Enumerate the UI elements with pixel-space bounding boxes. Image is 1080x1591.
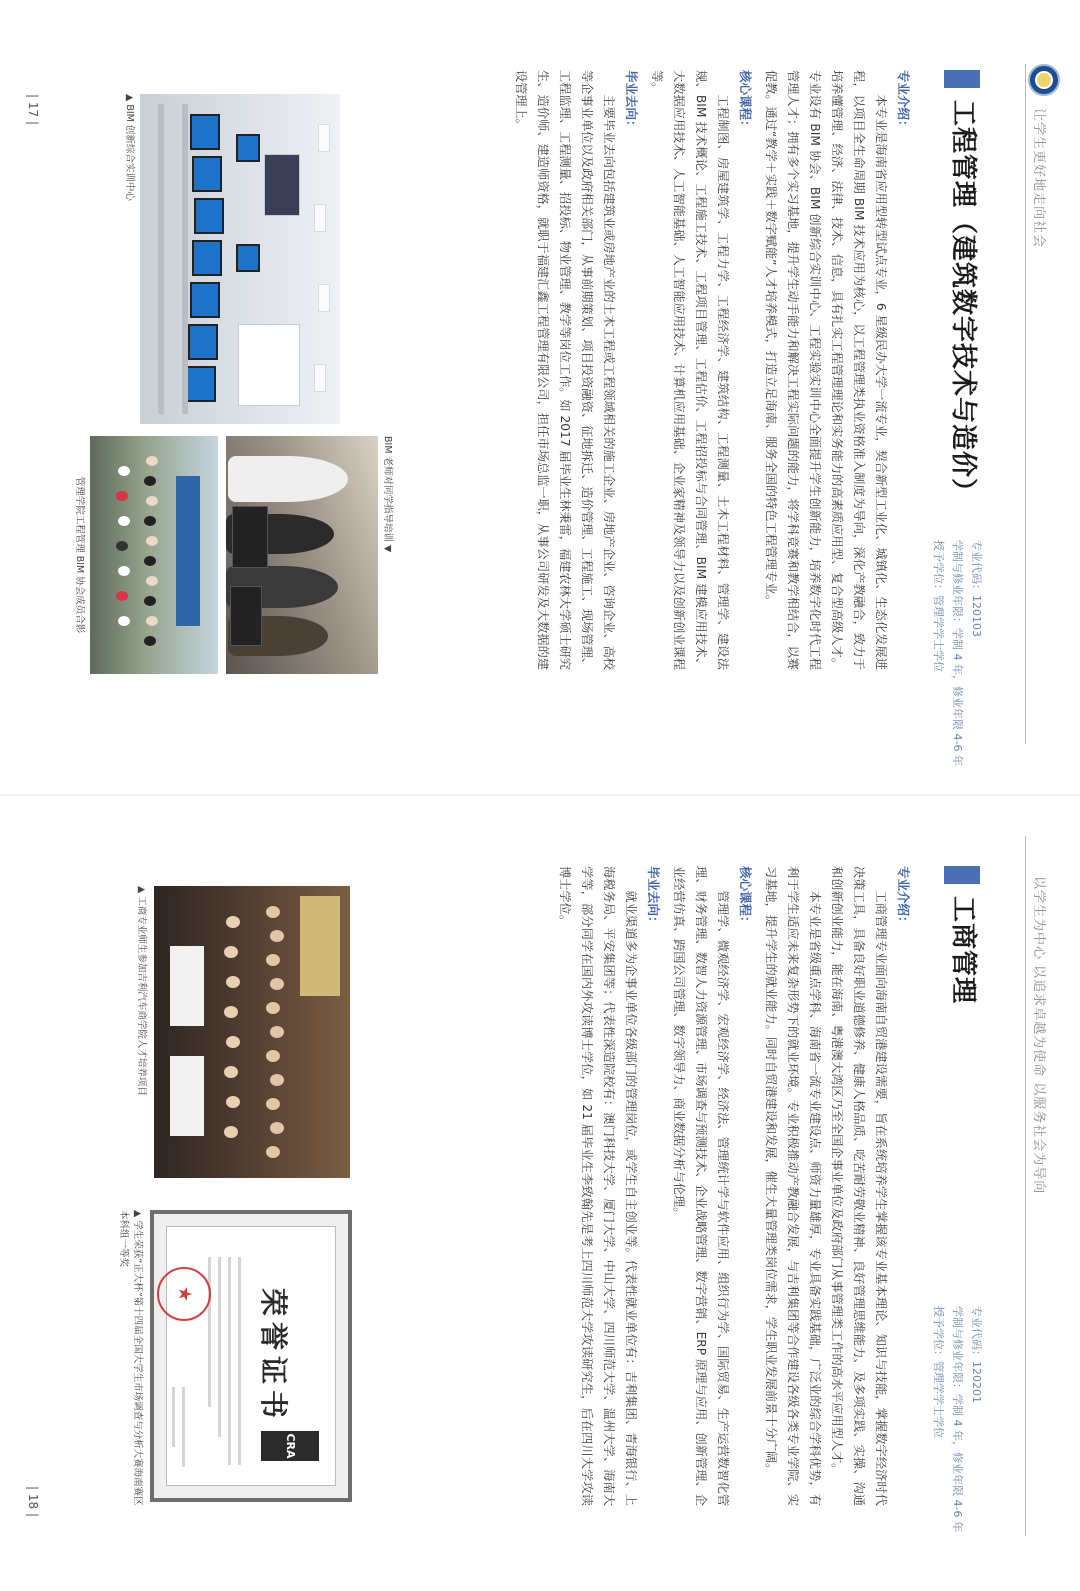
major-title: 工商管理 (948, 896, 978, 1005)
certificate-title: 荣誉证书 (257, 1287, 290, 1424)
header-slogan: 让学生更好地走向社会 (1031, 108, 1046, 249)
cra-badge: CRA (261, 1431, 319, 1461)
jeely-program-caption: ▲ 工商专业师生参加吉利汽车商学院人才培养项目 (136, 886, 147, 1096)
major-duration: 学制与修业年限：学制 4 年，修业年限 4-6 年 (951, 1306, 964, 1532)
core-courses-text: 工程制图、房屋建筑学、工程力学、工程经济学、建筑结构、工程测量、土木工程材料、管理学、建设法规、BIM 技术概论、工程施工技术、工程项目管理、工程估价、工程招投标与合同管理、BIM 建模应用技术、大数据应用技术、人工智能基础、人工智能应用技术、计算机应用基础、企业家精神及领导力以及创新创业课程等。 (650, 70, 730, 670)
red-seal-icon: ★ (157, 1267, 211, 1321)
intro-text-2: 本专业是省级重点学科、海南省一流专业建设点、师资力量雄厚，专业具备实践基础，广泛业的综合学科优势，有利于学生适应未来复杂形势下的就业环境。专业积极推动产教融合发展，与吉利集团等合作建设各级各类专业学院、实习基地，提升学生的就业能力。同时自贸港建设和发展，催生大量管理类岗位需求，学生职业发展前景十分广阔。 (764, 866, 822, 1506)
major-description (510, 70, 918, 670)
major-title: 工程管理（建筑数字技术与造价） (948, 100, 978, 506)
major-meta (929, 1306, 986, 1556)
bim-guidance-photo (226, 436, 378, 674)
bim-guidance-caption: BIM 老师对同学指导培训 ▼ (382, 436, 393, 553)
major-code: 专业代码：120201 (970, 1306, 983, 1403)
page-18 (0, 796, 1080, 1591)
header-rule (1025, 836, 1026, 1536)
page-17 (0, 0, 1080, 795)
association-group-photo (90, 436, 218, 674)
intro-heading: 专业介绍： (896, 866, 911, 929)
intro-heading: 专业介绍： (896, 70, 911, 133)
career-heading: 毕业去向： (624, 70, 639, 133)
intro-text-1: 工商管理专业面向海南自贸港建设需要，旨在系统培养学生掌握该专业基本理论、知识与技能，掌握数字经济时代决策工具，具备良好职业道德修养、健康人格品质、吃苦耐劳敬业精神、良好管理思维能力、及多项实践、实操、沟通和创新创业能力，能在海南、粤港澳大湾区乃至全国企事业单位及政府部门从事管理类工作的高水平应用型人才。 (830, 866, 888, 1506)
intro-text: 本专业是海南省应用型转型试点专业，6 星级民办大学一流专业，契合新型工业化、城镇化、生态化发展进程，以项目全生命周期 BIM 技术应用为核心，以工程管理类执业资格准入制度为导向，深化产教融合，致力于培养懂管理、经济、法律、技术、信息，具有扎实工程管理理论和实务能力的高素质应用型、复合型高级人才。专业设有 BIM 协会、BIM 创新综合实训中心、工程实验实训中心全面提升学生创新能力，培养数字化时代工程管理人才；拥有多个实习基地，提升学生动手能力和解决工程实际问题的能力，将学科竞赛和教学相结合，以赛促教。通过“教学＋实践＋数字赋能”人才培养模式，打造立足海南、服务全国的特色工程管理专业。 (764, 70, 888, 670)
page-number-17: | 17 | (26, 94, 40, 125)
jeely-program-photo (154, 886, 350, 1178)
major-degree: 授予学位：管理学学士学位 (932, 540, 945, 672)
title-accent-bar (944, 866, 980, 884)
core-courses-heading: 核心课程： (738, 70, 753, 133)
title-accent-bar (944, 70, 980, 88)
header-slogan: 以学生为中心 以追求卓越为使命 以服务社会为导向 (1031, 876, 1046, 1195)
major-description (554, 866, 918, 1506)
university-logo-icon (1028, 64, 1060, 96)
bim-center-caption: ▲ BIM 创新综合实训中心 (124, 94, 135, 201)
core-courses-heading: 核心课程： (738, 866, 753, 929)
page-number-18: | 18 | (26, 1486, 40, 1517)
association-caption: 管理学院工程管理 BIM 协会成员合影 (74, 476, 85, 634)
core-courses-text: 管理学、微观经济学、宏观经济学、经济法、管理统计学与软件应用、组织行为学、国际贸易、生产运营数智化管理、财务管理、数智人力资源管理、市场调查与预测技术、企业战略管理、数字营销、ERP 原理与应用、创新管理、企业经营仿真、跨国公司管理、数字领导力、商业数据分析与伦理。 (672, 866, 730, 1506)
major-code: 专业代码：120103 (970, 540, 983, 637)
honor-certificate-image (150, 1210, 352, 1502)
career-text: 主要毕业去向包括建筑业或房地产业的土木工程或工程领域相关的施工企业、房地产企业、咨询企业、高校等企事业单位以及政府相关部门，从事前期策划、项目投资融资、征地拆迁、造价管理、工程施工、现场管理、工程监理、工程测量、招投标、物业管理、教学等岗位工作。如 2017 届毕业生林秉雷，福建农林大学硕士研究生、造价师、建造师资格，就职于福建汇鑫工程管理有限公司，担任市场总监一职，从事公司研发及大数据的建设管理上。 (514, 70, 616, 670)
career-heading: 毕业去向： (646, 866, 661, 929)
major-duration: 学制与修业年限：学制 4 年，修业年限 4-6 年 (951, 540, 964, 766)
career-text: 就业渠道多为企事业单位各级部门的管理岗位，或学生自主创业等。代表性就业单位有：吉利集团、青海银行、上海税务局、平安集团等；代表性深造院校有：澳门科技大学、厦门大学、中山大学、四川师范大学、温州大学、海南大学等，部分同学在国内外攻读博士学位，如 21 届毕业生李致翰先是考上四川师范大学攻读研究生，后在四川大学攻读博士学位。 (558, 866, 638, 1506)
bim-center-photo (140, 94, 340, 424)
major-degree: 授予学位：管理学学士学位 (932, 1306, 945, 1438)
major-meta (929, 540, 986, 770)
header-rule (1025, 64, 1026, 744)
competition-caption: ▲ 学生荣获“正大杯”第十四届全国大学生市场调查与分析大赛海南赛区本科组一等奖 (118, 1210, 143, 1506)
